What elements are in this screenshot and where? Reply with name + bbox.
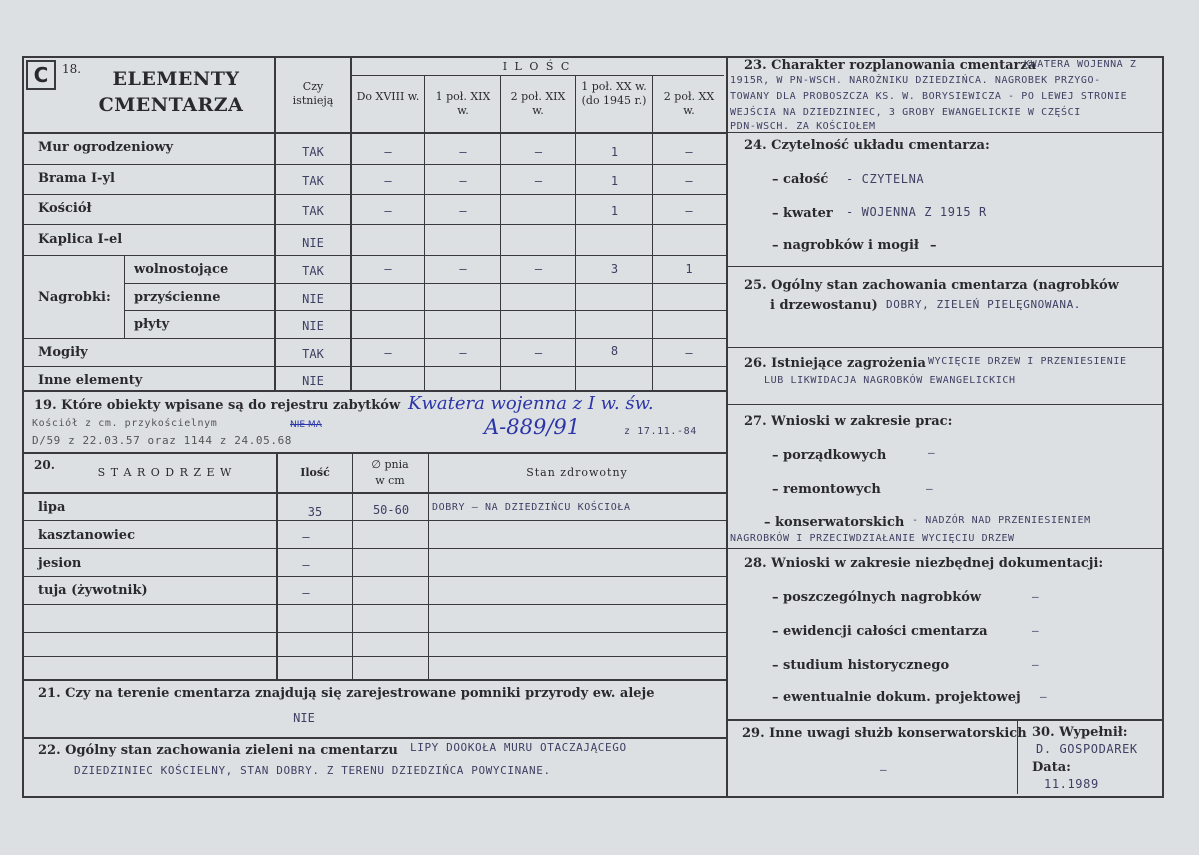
- s24-bottom: [726, 266, 1164, 267]
- s18-ilosc-line: [351, 75, 724, 76]
- s25-hand: DOBRY, ZIELEŃ PIELĘGNOWANA.: [886, 298, 1082, 311]
- s23-bottom: [726, 132, 1164, 133]
- s18-period-2: 2 poł. XIX w.: [510, 90, 566, 117]
- s19-hand-line1: Kościół z cm. przykościelnym: [32, 418, 218, 429]
- s18-row-line-6: [124, 310, 726, 311]
- s29-text: 29. Inne uwagi służb konserwatorskich: [742, 726, 1027, 741]
- section-letter-box: C: [26, 60, 56, 90]
- s18-row-line-4: [22, 255, 726, 256]
- s18-exists-8: NIE: [302, 374, 324, 388]
- s18-vline-p3: [575, 76, 576, 390]
- s18-vline-nagrobki: [124, 256, 125, 338]
- s27-bottom: [726, 548, 1164, 549]
- s18-row-line-3: [22, 224, 726, 225]
- s18-val-0-2: –: [534, 145, 543, 159]
- s18-header-bottom: [22, 132, 726, 134]
- s18-row-label-3: Kaplica I-el: [38, 232, 123, 247]
- s18-number: 18.: [62, 62, 82, 76]
- s25-line1: 25. Ogólny stan zachowania cmentarza (nagrobków: [744, 278, 1119, 293]
- s18-exists-7: TAK: [302, 347, 324, 361]
- s28-item-2: – studium historycznego: [772, 658, 950, 673]
- s18-val-1-1: –: [459, 174, 467, 188]
- s18-exists-3: NIE: [302, 236, 324, 250]
- s24-answer-0: - CZYTELNA: [846, 172, 925, 186]
- s27-answer-2: - NADZÓR NAD PRZENIESIENIEM: [912, 515, 1091, 526]
- s18-row-line-7: [22, 338, 726, 339]
- s20-row-line-3: [22, 576, 726, 577]
- s20-count-0: 35: [307, 505, 323, 519]
- s18-exists-1: TAK: [302, 174, 324, 188]
- s20-col-health: Stan zdrowotny: [526, 466, 628, 479]
- s20-row-line-6: [22, 656, 726, 657]
- s18-val-2-1: –: [459, 204, 467, 218]
- s18-exists-5: NIE: [302, 292, 324, 306]
- s23-hand1: KWATERA WOJENNA Z: [1024, 59, 1137, 70]
- s18-val-7-2: –: [534, 346, 543, 360]
- s24-item-0: – całość: [772, 172, 829, 187]
- s18-exists-4: TAK: [302, 264, 324, 278]
- s18-val-1-0: –: [384, 174, 392, 188]
- s25-bottom: [726, 347, 1164, 348]
- s29-answer: –: [880, 763, 888, 776]
- s26-hand1: WYCIĘCIE DRZEW I PRZENIESIENIE: [928, 356, 1127, 367]
- s27-text: 27. Wnioski w zakresie prac:: [744, 414, 953, 429]
- s20-diam-0: 50-60: [372, 503, 410, 517]
- s18-val-7-0: –: [384, 346, 392, 360]
- s18-row-line-8: [22, 366, 726, 367]
- s20-col-count: Ilość: [300, 466, 330, 479]
- s18-val-1-4: –: [685, 174, 693, 188]
- s27-answer-0: –: [928, 446, 936, 459]
- s18-row-label-1: Brama I-yl: [38, 171, 115, 186]
- s20-count-3: –: [302, 586, 310, 600]
- s20-number: 20.: [34, 458, 55, 472]
- s18-vline-p2: [500, 76, 501, 390]
- s18-nagrobki-label: Nagrobki:: [38, 290, 111, 305]
- s23-hand4: WEJŚCIA NA DZIEDZINIEC, 3 GROBY EWANGELICKIE W CZĘŚCI: [730, 107, 1081, 118]
- s18-val-4-4: 1: [685, 262, 693, 276]
- s20-vline-3: [428, 454, 429, 679]
- s20-count-2: –: [302, 558, 310, 572]
- s18-row-line-2: [22, 194, 726, 195]
- s26-bottom: [726, 404, 1164, 405]
- s20-header-bottom: [22, 492, 726, 494]
- s19-hand-blue: Kwatera wojenna z I w. św.: [408, 393, 654, 414]
- s18-val-7-1: –: [459, 346, 467, 360]
- s23-hand2: 1915R, W PN-WSCH. NAROŻNIKU DZIEDZIŃCA. NAGROBEK PRZYGO-: [730, 75, 1101, 86]
- s27-item-0: – porządkowych: [772, 448, 887, 463]
- s27-item-1: – remontowych: [772, 482, 881, 497]
- s18-row-label-5: przyścienne: [134, 290, 221, 305]
- s18-row-line-1: [22, 164, 726, 165]
- s18-row-label-7: Mogiły: [38, 345, 88, 360]
- s26-text: 26. Istniejące zagrożenia: [744, 356, 926, 371]
- s18-val-4-2: –: [534, 262, 543, 276]
- s18-val-4-0: –: [384, 262, 392, 276]
- s28-answer-0: –: [1032, 590, 1040, 603]
- s20-header: S T A R O D R Z E W: [97, 466, 233, 479]
- s28-item-3: – ewentualnie dokum. projektowej: [772, 690, 1021, 705]
- s19-text: 19. Które obiekty wpisane są do rejestru zabytków: [34, 398, 401, 413]
- s20-vline-2: [352, 454, 353, 679]
- s18-val-7-3: 8: [610, 344, 619, 358]
- s18-row-line-5: [124, 283, 726, 284]
- s20-col-diam: ∅ pnia: [371, 458, 409, 471]
- s18-ilosc: I L O Ś C: [502, 60, 572, 73]
- s20-tree-1: kasztanowiec: [38, 528, 135, 543]
- s24-item-2: – nagrobków i mogił: [772, 238, 919, 253]
- s18-val-2-0: –: [384, 204, 392, 218]
- s20-tree-3: tuja (żywotnik): [38, 583, 148, 598]
- s18-val-0-4: –: [685, 145, 693, 159]
- s18-period-3: 1 poł. XX w. (do 1945 r.): [581, 80, 647, 107]
- s22-text: 22. Ogólny stan zachowania zieleni na cmentarzu: [38, 743, 398, 758]
- s18-exists-6: NIE: [302, 319, 324, 333]
- s24-text: 24. Czytelność układu cmentarza:: [744, 138, 990, 153]
- s30-text: 30. Wypełnił:: [1032, 725, 1128, 740]
- s28-text: 28. Wnioski w zakresie niezbędnej dokumentacji:: [744, 556, 1104, 571]
- s28-item-0: – poszczególnych nagrobków: [772, 590, 982, 605]
- s20-count-1: –: [302, 530, 310, 544]
- s18-val-1-3: 1: [610, 174, 619, 188]
- s28-item-1: – ewidencji całości cmentarza: [772, 624, 988, 639]
- s18-bottom: [22, 390, 726, 392]
- s23-text: 23. Charakter rozplanowania cmentarza: [744, 58, 1037, 73]
- s18-row-label-4: wolnostojące: [134, 262, 229, 277]
- s18-val-1-2: –: [534, 174, 543, 188]
- s18-title-line1: ELEMENTY: [112, 68, 240, 90]
- s22-hand1: LIPY DOOKOŁA MURU OTACZAJĄCEGO: [410, 741, 627, 754]
- s18-title-line2: CMENTARZA: [98, 94, 244, 116]
- s18-val-0-0: –: [384, 145, 392, 159]
- s20-tree-2: jesion: [38, 556, 82, 571]
- s18-val-2-4: –: [685, 204, 693, 218]
- s18-period-1: 1 poł. XIX w.: [435, 90, 491, 117]
- s18-exists-0: TAK: [302, 145, 324, 159]
- s27-item-2: – konserwatorskich: [764, 515, 905, 530]
- s20-row-line-5: [22, 632, 726, 633]
- s19-hand-blue2: A-889/91: [484, 415, 581, 439]
- s28-answer-1: –: [1032, 624, 1040, 637]
- s18-period-0: Do XVIII w.: [356, 90, 420, 103]
- s22-hand2: DZIEDZINIEC KOŚCIELNY, STAN DOBRY. Z TERENU DZIEDZIŃCA POWYCINANE.: [74, 764, 551, 777]
- s19-hand-date: z 17.11.-84: [624, 426, 697, 437]
- s18-exists-2: TAK: [302, 204, 324, 218]
- s18-row-label-2: Kościół: [38, 201, 92, 216]
- s20-row-line-2: [22, 548, 726, 549]
- s20-health-0: DOBRY – NA DZIEDZIŃCU KOŚCIOŁA: [432, 502, 631, 513]
- s23-hand3: TOWANY DLA PROBOSZCZA KS. W. BORYSIEWICZA - PO LEWEJ STRONIE: [730, 91, 1128, 102]
- s24-answer-2: –: [930, 238, 937, 253]
- s18-period-4: 2 poł. XX w.: [663, 90, 715, 117]
- s28-answer-2: –: [1032, 658, 1040, 671]
- s21-answer: NIE: [293, 711, 315, 725]
- s18-val-2-3: 1: [610, 204, 619, 218]
- s18-row-label-0: Mur ogrodzeniowy: [38, 140, 174, 155]
- s28-bottom: [726, 719, 1164, 721]
- s30-date-label: Data:: [1032, 760, 1071, 775]
- s20-top: [22, 452, 726, 454]
- s18-val-0-3: 1: [610, 145, 619, 159]
- s18-row-label-8: Inne elementy: [38, 373, 143, 388]
- s18-val-0-1: –: [459, 145, 467, 159]
- s30-date: 11.1989: [1044, 777, 1099, 791]
- s18-val-7-4: –: [685, 346, 693, 360]
- s21-text: 21. Czy na terenie cmentarza znajdują się zarejestrowane pomniki przyrody ew. aleje: [38, 686, 655, 701]
- s18-val-4-1: –: [459, 262, 467, 276]
- s23-hand5: PDN-WSCH. ZA KOŚCIOŁEM: [730, 121, 876, 132]
- s20-col-diam-unit: w cm: [375, 474, 405, 487]
- s30-name: D. GOSPODAREK: [1036, 742, 1138, 756]
- s18-col-exists: Czy istnieją: [292, 80, 334, 107]
- s27-hand2: NAGROBKÓW I PRZECIWDZIAŁANIE WYCIĘCIU DRZEW: [730, 533, 1015, 544]
- s18-row-label-6: płyty: [134, 317, 170, 332]
- s27-answer-1: –: [926, 482, 934, 495]
- s21-bottom: [22, 737, 726, 739]
- s24-answer-1: - WOJENNA Z 1915 R: [846, 205, 987, 219]
- s19-strike: NIE MA: [290, 420, 322, 430]
- s26-hand2: LUB LIKWIDACJA NAGROBKÓW EWANGELICKICH: [764, 375, 1016, 386]
- s20-row-line-4: [22, 604, 726, 605]
- s25-line2: i drzewostanu): [770, 298, 878, 313]
- s20-bottom: [22, 679, 726, 681]
- s18-vline-p1: [424, 76, 425, 390]
- s28-answer-3: –: [1040, 690, 1048, 703]
- s18-vline-p4: [652, 76, 653, 390]
- s18-val-4-3: 3: [610, 262, 619, 276]
- s19-hand-line2: D/59 z 22.03.57 oraz 1144 z 24.05.68: [32, 434, 293, 447]
- s24-item-1: – kwater: [772, 206, 833, 221]
- s20-tree-0: lipa: [38, 500, 66, 515]
- s20-row-line-1: [22, 520, 726, 521]
